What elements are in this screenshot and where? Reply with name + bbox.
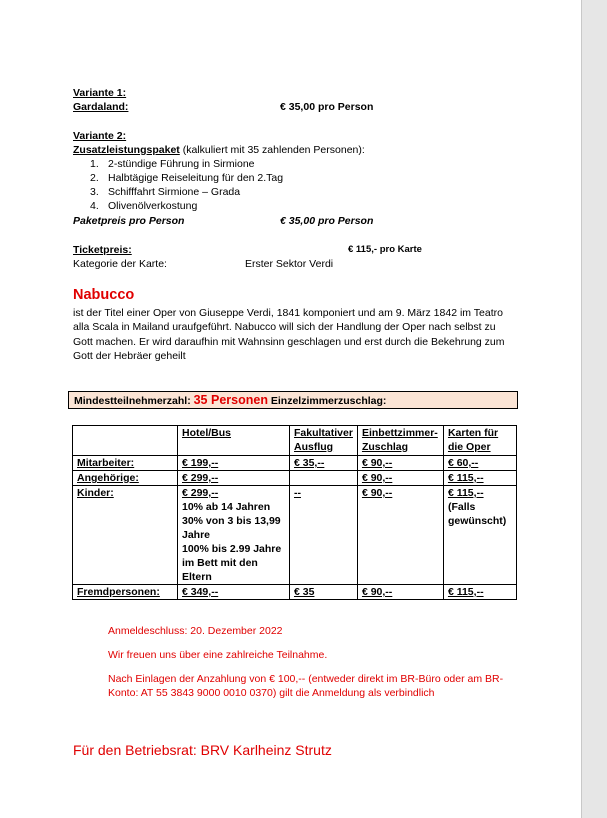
table-header-row [73, 426, 517, 456]
freuen-text: Wir freuen uns über eine zahlreiche Teilnahme. [108, 649, 328, 661]
package-items-list [90, 157, 283, 213]
min-participants-count: 35 Personen [193, 393, 268, 407]
participants-box [68, 391, 518, 409]
single-room-label: Einzelzimmerzuschlag: [270, 395, 387, 407]
kategorie-label: Kategorie der Karte: [73, 258, 167, 270]
variante2-heading: Variante 2: [73, 130, 127, 142]
ticket-price: € 115,- pro Karte [348, 244, 422, 255]
package-note: (kalkuliert mit 35 zahlenden Personen): [179, 144, 365, 156]
list-item: 2. Halbtägige Reiseleitung für den 2.Tag [90, 172, 284, 184]
nabucco-title: Nabucco [73, 287, 135, 303]
table-row: Kinder: € 299,-- 10% ab 14 Jahren 30% von 3 bis 13,99 Jahre 100% bis 2.99 Jahre im Bett mit den Eltern -- € 90,-- € 115,-- (Falls gewünscht) [73, 486, 517, 585]
package-label: Zusatzleistungspaket [73, 144, 180, 156]
list-item: 4. Olivenölverkostung [90, 200, 198, 212]
betriebsrat-signature: Für den Betriebsrat: BRV Karlheinz Strutz [73, 742, 332, 758]
table-header-cell [73, 426, 178, 456]
variante1-price: € 35,00 pro Person [280, 101, 374, 113]
table-row: Mitarbeiter: € 199,-- € 35,-- € 90,-- € 60,-- [73, 456, 517, 471]
paket-price: € 35,00 pro Person [280, 215, 374, 227]
table-row: Angehörige: € 299,-- € 90,-- € 115,-- [73, 471, 517, 486]
vertical-scrollbar[interactable] [592, 0, 606, 818]
list-item: 3. Schifffahrt Sirmione – Grada [90, 186, 241, 198]
ticket-label: Ticketpreis: [73, 244, 132, 256]
package-line [73, 143, 365, 157]
nabucco-paragraph: ist der Titel einer Oper von Giuseppe Verdi, 1841 komponiert und am 9. März 1842 im Teatro alla Scala in Mailand uraufgeführt. Nabucco will sich der Handlung der Oper nach selbst zu Gott machen. Er wird daraufhin mit Wahnsinn geschlagen und erst durch die Bekehrung zum Gott der Hebräer geheilt [73, 307, 505, 363]
table-header-cell: Hotel/Bus [178, 426, 290, 456]
paket-label: Paketpreis pro Person [73, 215, 185, 227]
table-header-cell: Fakultativer Ausflug [290, 426, 358, 456]
variante1-place: Gardaland: [73, 101, 129, 113]
list-item: 1. 2-stündige Führung in Sirmione [90, 158, 255, 170]
price-table [72, 425, 517, 600]
min-participants-label: Mindestteilnehmerzahl: [74, 395, 191, 407]
table-header-cell: Einbettzimmer-Zuschlag [357, 426, 443, 456]
variante1-heading: Variante 1: [73, 87, 127, 99]
table-row: Fremdpersonen: € 349,-- € 35 € 90,-- € 115,-- [73, 585, 517, 600]
kategorie-value: Erster Sektor Verdi [245, 258, 334, 270]
anmeldeschluss: Anmeldeschluss: 20. Dezember 2022 [108, 625, 283, 637]
einlagen-text: Nach Einlagen der Anzahlung von € 100,-- (entweder direkt im BR-Büro oder am BR-Konto: AT 55 3843 9000 0010 0370) gilt die Anmeldung als verbindlich [108, 673, 504, 699]
table-header-cell: Karten für die Oper [443, 426, 516, 456]
